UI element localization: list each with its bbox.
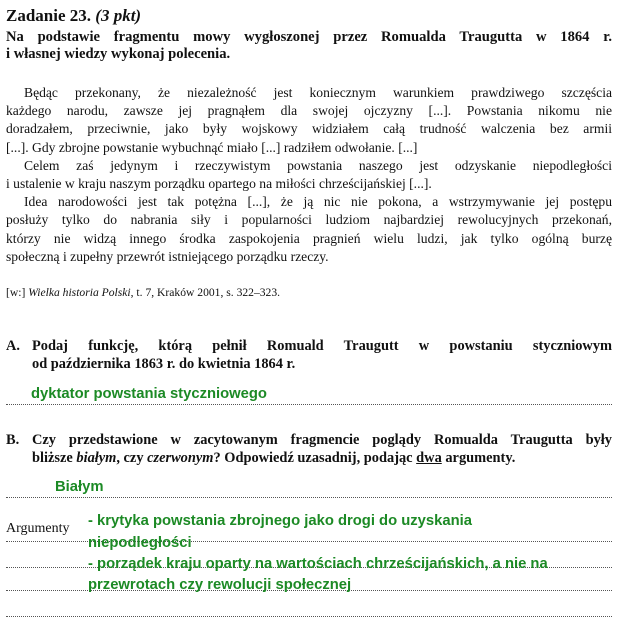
answer-line [6,404,612,405]
citation-details: , t. 7, Kraków 2001, s. 322–323. [130,286,281,299]
source-line: i ustalenie w kraju naszym porządku opartego na miłości chrześcijańskiej [...]. [6,176,432,192]
source-line: Będąc przekonany, że niezależność jest koniecznym warunkiem prawdziwego szczęścia [24,85,612,100]
argument-text[interactable]: przewrotach czy rewolucji społecznej [88,577,352,593]
source-line: doradzałem, przeciwnie, jako były wojskowy widziałem całą trudność walczenia bez armii [6,121,612,137]
source-line: każdego narodu, zawsze jej pragnąłem dla swojej ojczyzny [...]. Powstania nikomu nie [6,103,612,119]
q-white-term: białym [76,450,117,466]
q-text: bliższe [32,450,77,466]
source-line: Celem zaś jedynym i rzeczywistym powstania naszego jest odzyskanie niepodległości [24,157,612,173]
question-b-line: Czy przedstawione w zacytowanym fragmencie poglądy Romualda Traugutta były [32,432,612,448]
question-a-line: Podaj funkcję, którą pełnił Romuald Traugutt w powstaniu styczniowym [32,338,612,354]
task-points: (3 pkt) [95,6,142,25]
instruction-line: Na podstawie fragmentu mowy wygłoszonej przez Romualda Traugutta w 1864 r. [6,29,612,45]
source-text [6,84,612,266]
task-number: Zadanie 23. [6,6,92,25]
q-two-underlined: dwa [416,450,442,466]
citation-title: Wielka historia Polski [28,286,131,299]
question-a [6,337,612,373]
answer-b-field[interactable]: Białym [55,479,104,495]
source-line: którzy nie widzą innego środka zaspokojenia pragnień wielu ludzi, jak tylko ogólną burzę [6,230,612,246]
source-citation [6,286,280,299]
task-title [6,6,141,26]
source-line: społeczną i zupełny przewrót istniejącego porządku rzeczy. [6,248,329,264]
argument-text[interactable]: - krytyka powstania zbrojnego jako drogi do uzyskania [88,513,472,529]
answer-line [6,497,612,498]
q-text: argumenty. [441,450,516,466]
answer-a-field[interactable]: dyktator powstania styczniowego [31,386,267,402]
source-line: [...]. Gdy zbrojne powstanie wybuchnąć miało [...] radziłem odwołanie. [...] [6,139,418,155]
question-a-line: od października 1863 r. do kwietnia 1864 r. [32,356,296,372]
question-b-line [6,449,612,467]
citation-prefix: [w:] [6,286,29,299]
source-line: Idea narodowości jest tak potężna [...], że ją nic nie pokona, a wstrzymywanie jej postępu [24,194,612,210]
argument-text[interactable]: - porządek kraju oparty na wartościach chrześcijańskich, a nie na [88,556,548,572]
question-a-label: A. [6,338,20,354]
arguments-label: Argumenty [6,521,70,536]
q-text: ? Odpowiedź uzasadnij, podając [213,450,417,466]
question-b-label: B. [6,432,20,448]
q-red-term: czerwonym [147,450,214,466]
task-instruction [6,29,612,63]
question-b [6,431,612,467]
answer-line [6,616,612,617]
argument-text[interactable]: niepodległości [88,535,192,551]
source-line: posłuży tylko do nabrania siły i popularności ludziom najbardziej rewolucyjnych przekonań, [6,212,612,228]
q-text: , czy [116,450,148,466]
instruction-line: i własnej wiedzy wykonaj polecenia. [6,46,231,62]
